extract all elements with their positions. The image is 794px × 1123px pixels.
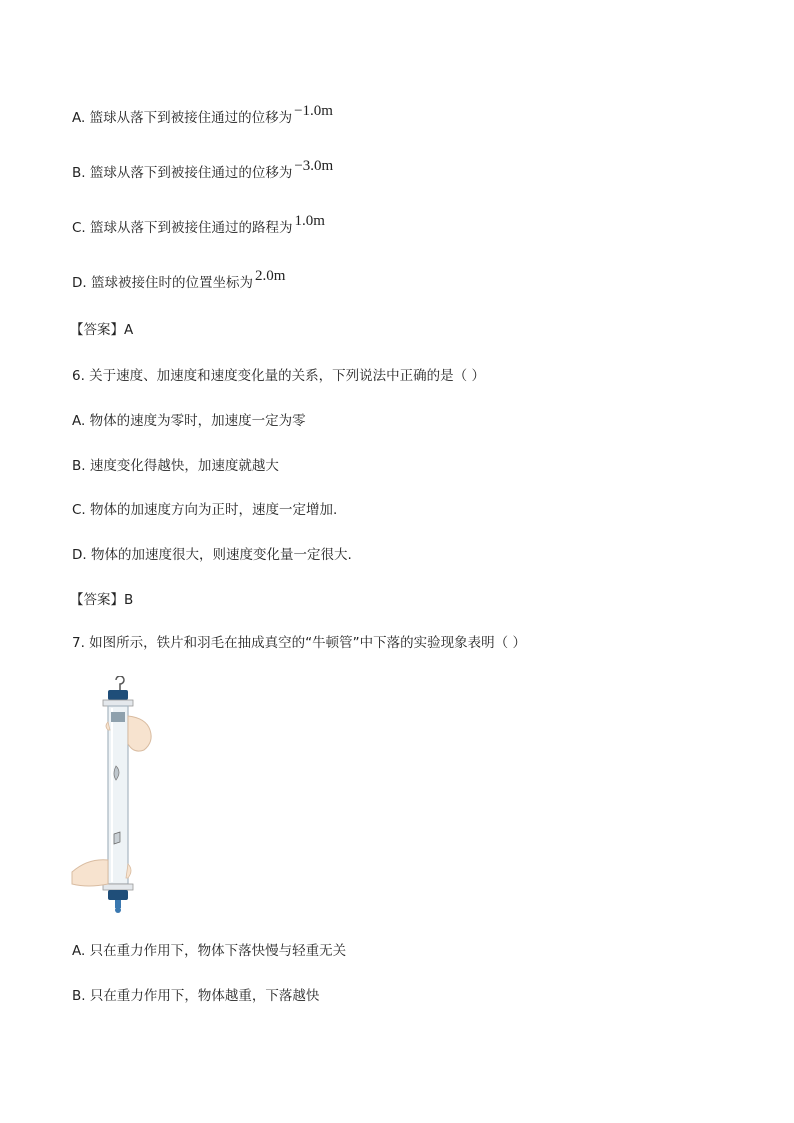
q5-option-b-text: B. 篮球从落下到被接住通过的位移为: [72, 165, 293, 181]
q5-option-a: [72, 103, 333, 128]
q5-option-d-math: 2.0m: [254, 268, 286, 284]
q5-option-d: [72, 268, 286, 293]
q6-option-a: A. 物体的速度为零时，加速度一定为零: [72, 413, 306, 429]
newton-tube-figure: [70, 676, 160, 916]
q5-option-d-text: D. 篮球被接住时的位置坐标为: [72, 275, 253, 291]
newton-tube-illustration: [70, 676, 160, 916]
q6-option-c: C. 物体的加速度方向为正时，速度一定增加.: [72, 502, 338, 518]
q5-answer: 【答案】A: [70, 322, 134, 338]
q5-option-b-math: −3.0m: [294, 158, 334, 174]
q6-option-d: D. 物体的加速度很大，则速度变化量一定很大.: [72, 547, 352, 563]
q6-question: 6. 关于速度、加速度和速度变化量的关系，下列说法中正确的是（ ）: [72, 368, 485, 384]
q6-answer: 【答案】B: [70, 592, 134, 608]
q5-option-c: [72, 213, 325, 238]
q5-option-c-math: 1.0m: [294, 213, 325, 229]
q7-option-a: A. 只在重力作用下，物体下落快慢与轻重无关: [72, 943, 347, 959]
q5-option-a-text: A. 篮球从落下到被接住通过的位移为: [72, 110, 293, 126]
q5-option-b: [72, 158, 334, 183]
q5-option-c-text: C. 篮球从落下到被接住通过的路程为: [72, 220, 293, 236]
q5-option-a-math: −1.0m: [294, 103, 333, 119]
q7-question: 7. 如图所示，铁片和羽毛在抽成真空的“牛顿管”中下落的实验现象表明（ ）: [72, 635, 526, 651]
q6-option-b: B. 速度变化得越快，加速度就越大: [72, 458, 279, 474]
q7-option-b: B. 只在重力作用下，物体越重，下落越快: [72, 988, 320, 1004]
